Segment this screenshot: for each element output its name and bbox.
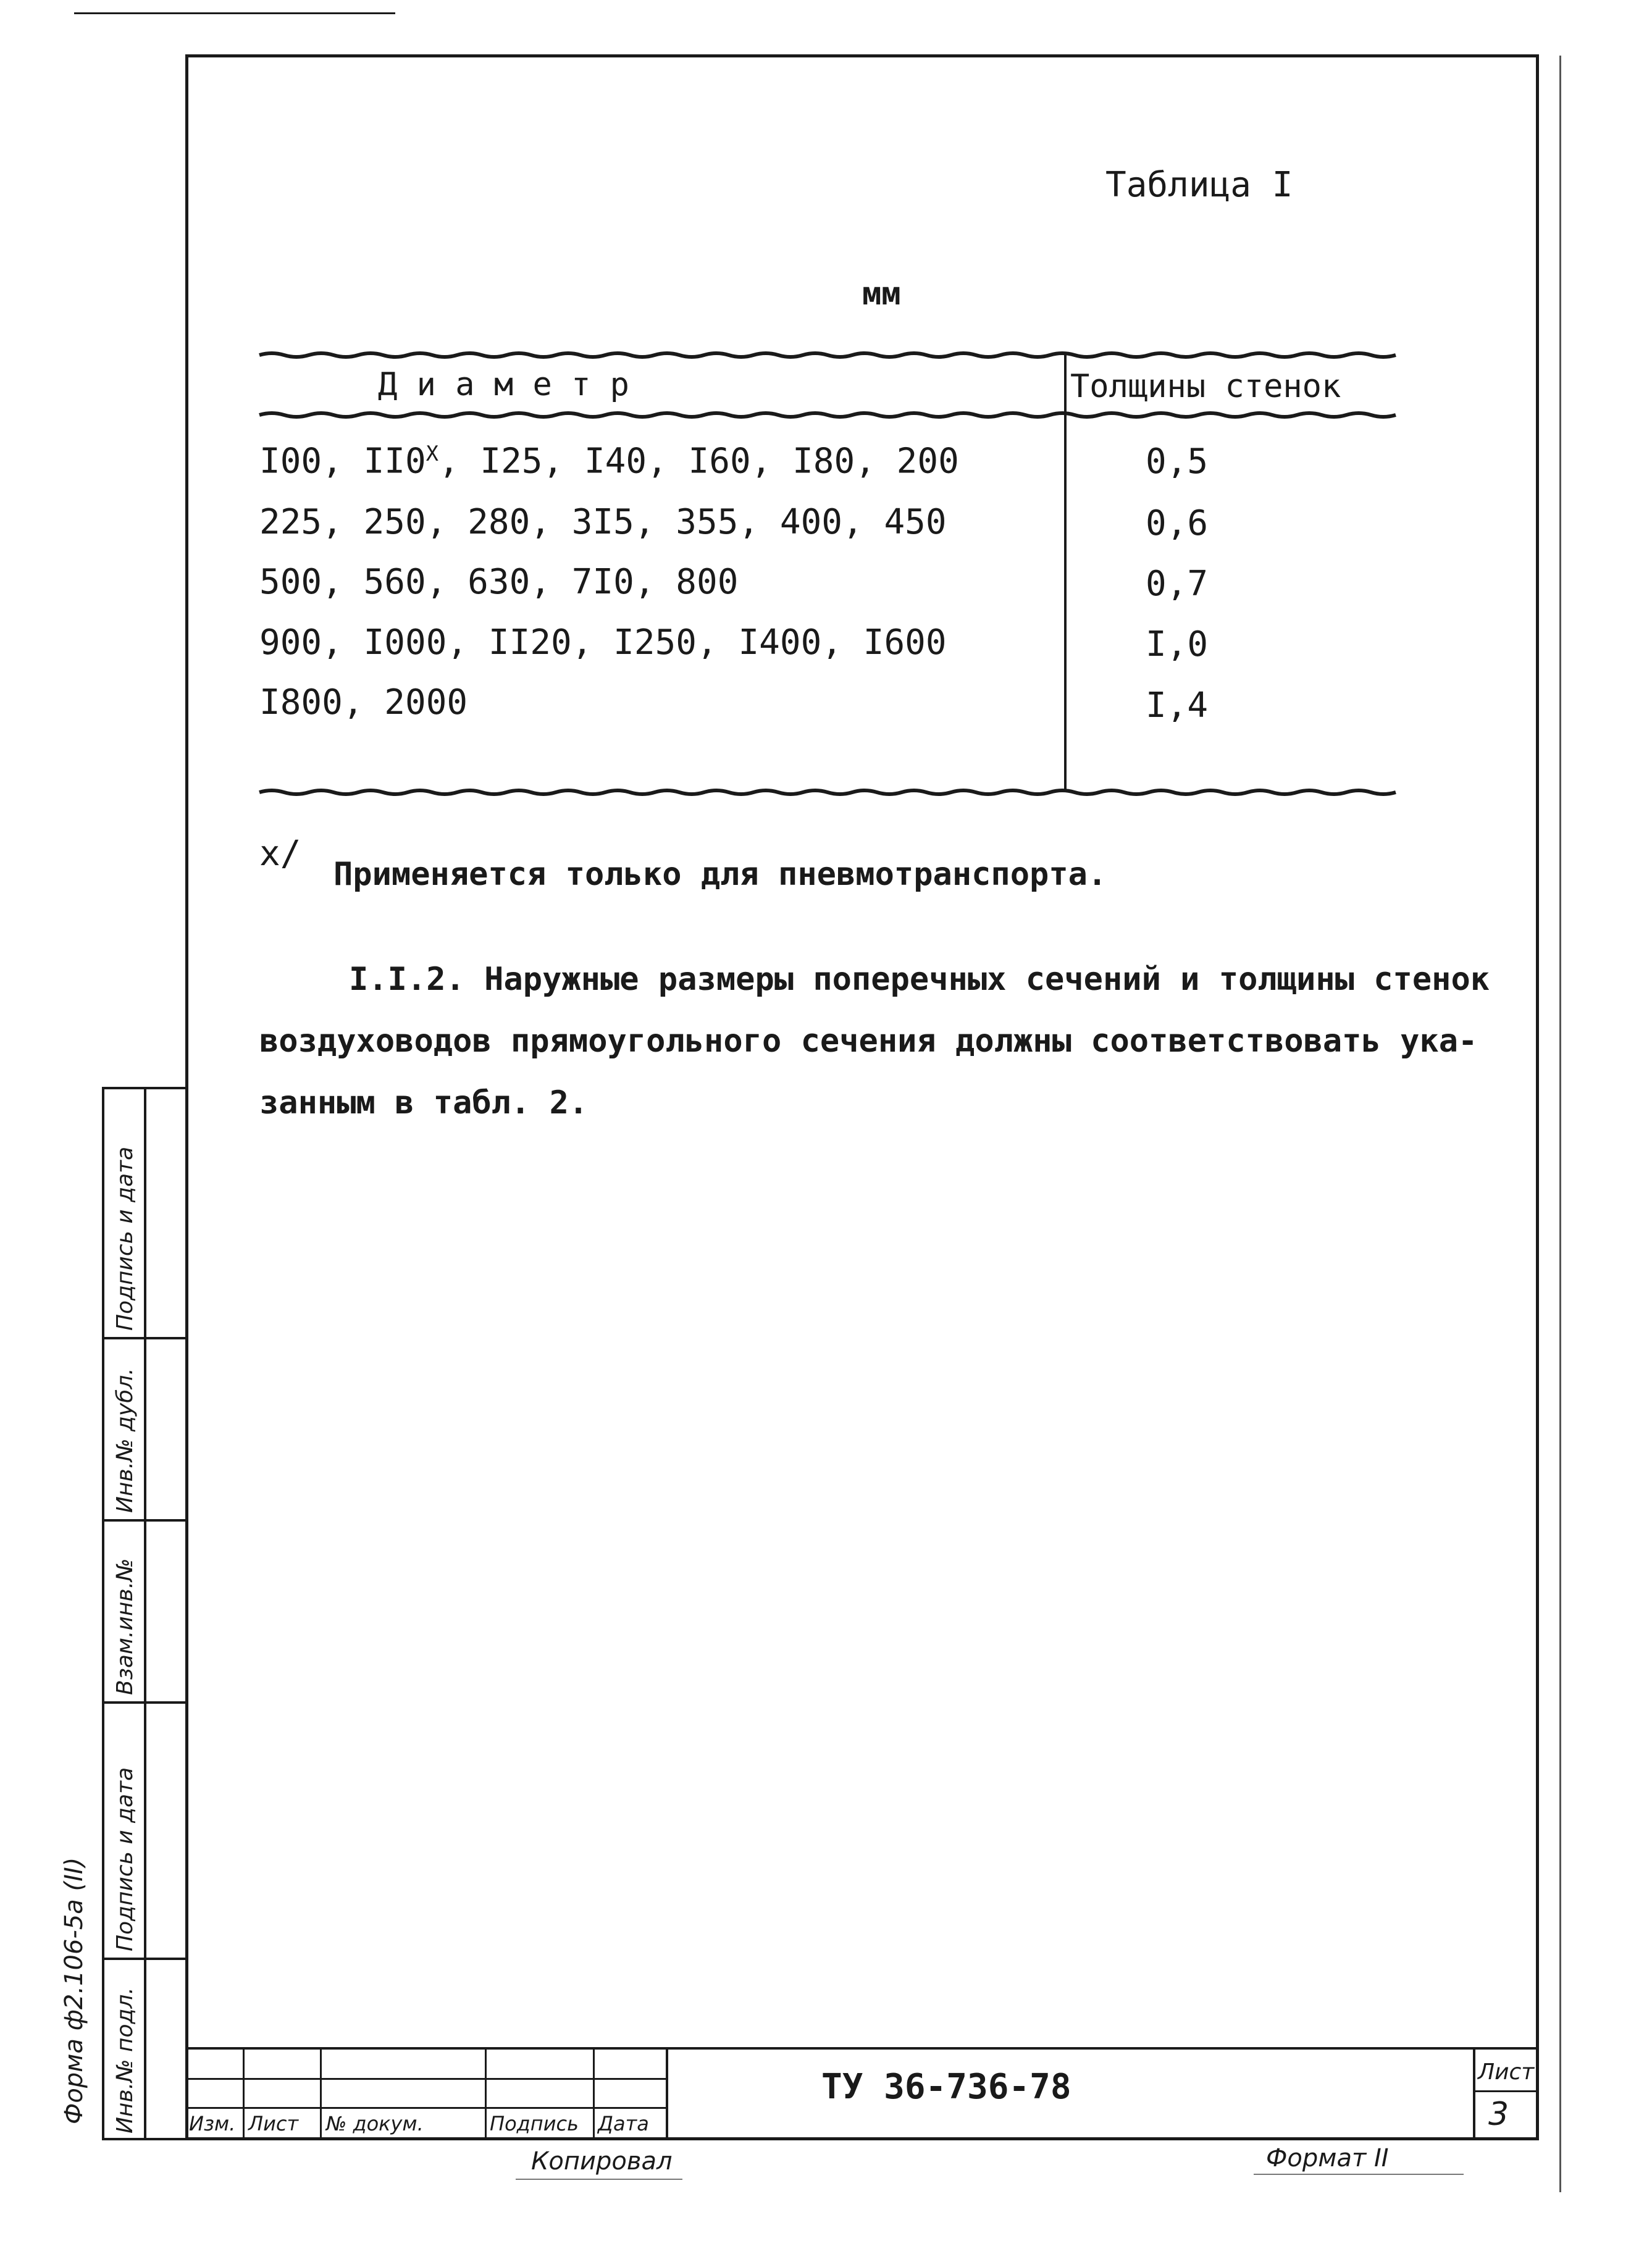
table-row-4-diameters: 900, I000, II20, I250, I400, I600 <box>259 622 947 663</box>
table-row-1-thickness: 0,5 <box>1146 442 1209 482</box>
side-label-vzam-inv: Взам.инв.№ <box>112 1558 138 1695</box>
table-row-5-thickness: I,4 <box>1146 685 1209 726</box>
side-label-signature-date-1: Подпись и дата <box>112 1767 138 1951</box>
side-strip-sep-1 <box>102 1337 187 1339</box>
side-label-inv-podl: Инв.№ подл. <box>112 1987 138 2134</box>
paragraph-line-1: I.I.2. Наружные размеры поперечных сечений и толщины стенок <box>349 961 1490 998</box>
table-row-3-thickness: 0,7 <box>1146 564 1209 604</box>
table-row-2-thickness: 0,6 <box>1146 503 1209 543</box>
copied-by-label: Копировал <box>531 2147 673 2176</box>
table-row-4-thickness: I,0 <box>1146 624 1209 664</box>
col-label-izm: Изм. <box>189 2112 236 2135</box>
title-block-col-2 <box>320 2047 322 2140</box>
paragraph-line-2: воздуховодов прямоугольного сечения должны соответствовать ука- <box>259 1023 1478 1060</box>
table-row-2-diameters: 225, 250, 280, 3I5, 355, 400, 450 <box>259 502 947 542</box>
table-row-5-diameters: I800, 2000 <box>259 682 468 723</box>
sheet-number: 3 <box>1488 2096 1509 2133</box>
form-code-label: Форма ф2.106-5а (II) <box>60 1857 88 2124</box>
table-caption: Таблица I <box>1105 165 1293 205</box>
col-header-diameter: Д и а м е т р <box>378 366 629 403</box>
title-block-col-4 <box>593 2047 595 2140</box>
format-label: Формат II <box>1266 2144 1389 2172</box>
col-label-doc-number: № докум. <box>326 2112 424 2135</box>
title-block-sheet-col <box>1473 2047 1475 2140</box>
side-strip-left <box>102 1087 104 2140</box>
bottom-underline-left <box>516 2179 682 2180</box>
col-label-list: Лист <box>248 2112 299 2135</box>
paragraph-line-3: занным в табл. 2. <box>259 1084 589 1121</box>
title-block-col-3 <box>485 2047 487 2140</box>
side-strip-top <box>102 1087 187 1089</box>
side-label-inv-dubl: Инв.№ дубл. <box>112 1368 138 1513</box>
col-label-date: Дата <box>598 2112 649 2135</box>
title-block-mid-1 <box>185 2078 667 2080</box>
side-strip-sep-2 <box>102 1519 187 1522</box>
side-label-signature-date-2: Подпись и дата <box>112 1146 138 1331</box>
side-strip-divider <box>144 1087 146 2140</box>
title-block-col-1 <box>243 2047 245 2140</box>
side-strip-bottom <box>102 2138 187 2140</box>
col-label-signature: Подпись <box>490 2112 579 2135</box>
side-strip-sep-3 <box>102 1701 187 1704</box>
title-block-top <box>185 2047 1539 2050</box>
title-block-col-5 <box>666 2047 668 2140</box>
title-block-mid-2 <box>185 2107 667 2109</box>
title-block-sheet-sep <box>1473 2090 1538 2092</box>
col-header-thickness: Толщины стенок <box>1070 368 1341 405</box>
table-row-3-diameters: 500, 560, 630, 7I0, 800 <box>259 562 739 602</box>
side-strip-sep-4 <box>102 1958 187 1960</box>
table-row-1-diameters: I00, $II0^X$, I25, I40, I60, I80, 200 <box>259 441 959 482</box>
sheet-label: Лист <box>1478 2059 1535 2085</box>
doc-number: ТУ 36-736-78 <box>821 2067 1071 2107</box>
bottom-underline-right <box>1254 2174 1464 2175</box>
footnote-mark: x/ <box>259 834 301 874</box>
units-label: мм <box>862 275 901 312</box>
footnote-text: Применяется только для пневмотранспорта. <box>333 856 1107 893</box>
